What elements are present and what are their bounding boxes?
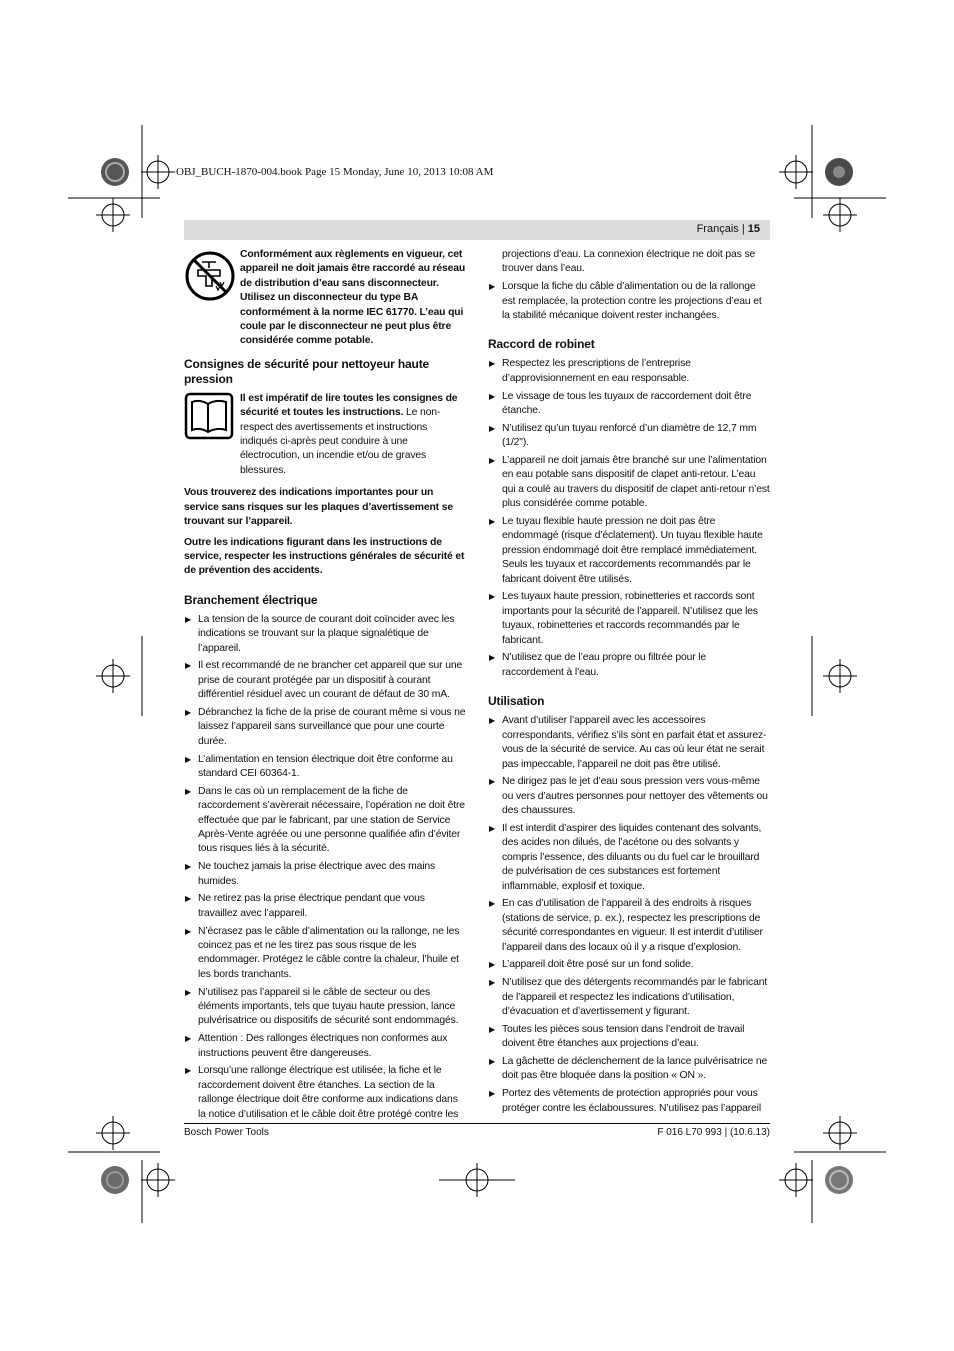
no-drinking-water-connection-icon (184, 248, 238, 302)
left-column (184, 248, 466, 1125)
continued-text: projections d’eau. La connexion électrique ne doit pas se trouver dans l’eau. (502, 249, 756, 275)
bullet-triangle-icon: ▶ (489, 1056, 496, 1066)
bullet-triangle-icon: ▶ (489, 823, 496, 833)
list-item (488, 714, 770, 772)
list-item-text: Lorsqu’une rallonge électrique est utilisée, la fiche et le raccordement doivent être étanches. La section de la rallonge électrique doit être conforme aux indications dans la notice d’utilisation et le câble doit être protégé contre les (198, 1065, 459, 1120)
read-instructions-text (240, 392, 466, 478)
bullet-triangle-icon: ▶ (185, 754, 192, 764)
bullet-triangle-icon: ▶ (185, 987, 192, 997)
list-item-text: Débranchez la fiche de la prise de courant même si vous ne laissez l’appareil sans surveillance que pour une courte durée. (198, 706, 466, 747)
bullet-triangle-icon: ▶ (185, 894, 192, 904)
water-warning-block (184, 248, 466, 349)
bullet-triangle-icon: ▶ (489, 960, 496, 970)
list-item (184, 753, 466, 782)
list-item-text: Dans le cas où un remplacement de la fiche de raccordement s’avèrerait nécessaire, l’opération ne doit être effectuée que par le fabricant, par une station de Service Après-Vente agréée ou une personne qualifiée afin d’éviter tous risques liés à la sécurité. (198, 785, 465, 855)
footer-publisher: Bosch Power Tools (184, 1127, 269, 1138)
list-item (488, 976, 770, 1019)
bullet-triangle-icon: ▶ (185, 926, 192, 936)
list-item (488, 390, 770, 419)
bullet-triangle-icon: ▶ (185, 661, 192, 671)
bullet-triangle-icon: ▶ (489, 1089, 496, 1099)
bullet-triangle-icon: ▶ (489, 517, 496, 527)
list-item (488, 897, 770, 955)
list-item (488, 651, 770, 680)
list-item (488, 775, 770, 818)
bullet-triangle-icon: ▶ (489, 456, 496, 466)
bullet-triangle-icon: ▶ (489, 716, 496, 726)
list-item-text: L’appareil ne doit jamais être branché sur une l’alimentation en eau potable sans dispositif de clapet anti-retour. L’eau qui a coulé au travers du dispositif de clapet anti-retour n’est plus considérée comme potable. (502, 455, 770, 510)
header-separator: | (738, 223, 748, 235)
list-item (184, 706, 466, 749)
electrical-connection-list (184, 613, 466, 1122)
bullet-triangle-icon: ▶ (185, 707, 192, 717)
general-safety-paragraph: Outre les indications figurant dans les instructions de service, respecter les instructions générales de sécurité et de prévention des accidents. (184, 536, 465, 577)
list-item (488, 822, 770, 894)
page-header-bar (184, 220, 770, 240)
bullet-triangle-icon: ▶ (489, 978, 496, 988)
list-item (184, 860, 466, 889)
bullet-triangle-icon: ▶ (489, 359, 496, 369)
list-item-text: N’écrasez pas le câble d’alimentation ou la rallonge, ne les coincez pas et ne les tirez pas sous risque de les endommager. Protégez le câble contre la chaleur, l’huile et les bords tranchants. (198, 925, 460, 980)
list-item (184, 892, 466, 921)
list-item-text: Avant d’utiliser l’appareil avec les accessoires correspondants, vérifiez s’ils sont en parfait état et assurez-vous de la sécurité de service. Au cas où leur état ne serait pas impeccable, l’appareil ne doit pas être utilisé. (502, 715, 767, 770)
list-item-text: Lorsque la fiche du câble d’alimentation ou de la rallonge est remplacée, la protection contre les projections d’eau et la stabilité mécanique doivent rester inchangées. (502, 281, 762, 322)
bullet-triangle-icon: ▶ (489, 423, 496, 433)
list-item-text: En cas d’utilisation de l’appareil à des endroits à risques (stations de service, p. ex.), respectez les prescriptions de sécurité correspondantes en vigueur. Il est interdit d’utiliser l’appareil dans des locaux où il y a risque d’explosion. (502, 898, 763, 953)
list-item (488, 1055, 770, 1084)
right-column (488, 248, 770, 1119)
list-item (488, 454, 770, 512)
list-item (488, 1023, 770, 1052)
read-instructions-normal: Le non-respect des avertissements et instructions indiqués ci-après peut conduire à une électrocution, un incendie et/ou de graves blessures. (240, 407, 441, 476)
bullet-triangle-icon: ▶ (185, 1066, 192, 1076)
list-item-text: Ne retirez pas la prise électrique pendant que vous travaillez avec l’appareil. (198, 893, 425, 919)
warning-plates-paragraph: Vous trouverez des indications importantes pour un service sans risques sur les plaques d’avertissement se trouvant sur l’appareil. (184, 487, 453, 528)
list-item-text: L’appareil doit être posé sur un fond solide. (502, 959, 694, 971)
header-page-number: 15 (747, 223, 760, 235)
list-item-text: Il est recommandé de ne brancher cet appareil que sur une prise de courant protégée par un dispositif à courant différentiel résiduel avec un courant de défaut de 30 mA. (198, 660, 463, 701)
list-item-text: N’utilisez qu’un tuyau renforcé d’un diamètre de 12,7 mm (1/2"). (502, 422, 757, 449)
list-item-text: Les tuyaux haute pression, robinetteries et raccords sont importants pour la sécurité de l’appareil. N’utilisez que les tuyaux, robinetteries et raccords recommandés par le fabricant. (502, 591, 758, 646)
list-item-text: L’alimentation en tension électrique doit être conforme au standard CEI 60364-1. (198, 753, 453, 779)
list-item-text: Ne touchez jamais la prise électrique avec des mains humides. (198, 861, 436, 887)
list-item-text: Il est interdit d’aspirer des liquides contenant des solvants, des acides non dilués, de l’acétone ou des solvants y compris l’essence, des diluants ou du fuel car le brouillard de pulvérisation de ces substances est fortement inflammable, explosif et toxique. (502, 822, 762, 892)
list-item-text: Portez des vêtements de protection appropriés pour vous protéger contre les éclaboussures. N’utilisez pas l’appareil (502, 1088, 761, 1114)
list-item-text: Le vissage de tous les tuyaux de raccordement doit être étanche. (502, 390, 752, 417)
list-item (184, 986, 466, 1029)
list-item (488, 422, 770, 451)
usage-title: Utilisation (488, 694, 545, 709)
list-item (184, 785, 466, 857)
footer-doc-number: F 016 L70 993 | (10.6.13) (657, 1127, 770, 1138)
read-instructions-bold: Il est impératif de lire toutes les consignes de sécurité et toutes les instructions. (240, 392, 458, 419)
usage-list (488, 714, 770, 1116)
book-info-line: OBJ_BUCH-1870-004.book Page 15 Monday, June 10, 2013 10:08 AM (176, 166, 494, 178)
list-item (184, 613, 466, 656)
bullet-triangle-icon: ▶ (185, 786, 192, 796)
tap-connection-title: Raccord de robinet (488, 337, 595, 352)
list-item-text: Ne dirigez pas le jet d’eau sous pression vers vous-même ou vers d’autres personnes pour nettoyer des vêtements ou des chaussures. (502, 776, 768, 817)
list-item-text: La gâchette de déclenchement de la lance pulvérisatrice ne doit pas être bloquée dans la position « ON ». (502, 1055, 768, 1082)
list-item (488, 1087, 770, 1116)
bullet-triangle-icon: ▶ (185, 862, 192, 872)
bullet-triangle-icon: ▶ (489, 592, 496, 602)
water-warning-text: Conformément aux règlements en vigueur, cet appareil ne doit jamais être raccordé au réseau de distribution d’eau sans disconnecteur. Utilisez un disconnecteur du type BA conformément à la norme IEC 61770. L’eau qui coule par le disconnecteur ne peut plus être considérée comme potable. (240, 249, 466, 347)
bullet-triangle-icon: ▶ (185, 1034, 192, 1044)
bullet-triangle-icon: ▶ (489, 777, 496, 787)
list-item (184, 1032, 466, 1061)
footer-rule (184, 1123, 770, 1124)
list-item (488, 515, 770, 587)
page-header (697, 223, 760, 235)
bullet-triangle-icon: ▶ (489, 653, 496, 663)
list-item-text: N’utilisez que des détergents recommandés par le fabricant de l’appareil et respectez les indications d’utilisation, d’évacuation et d’avertissement y figurant. (502, 977, 768, 1017)
list-item (488, 280, 770, 323)
tap-connection-list (488, 357, 770, 680)
bullet-triangle-icon: ▶ (489, 282, 496, 292)
list-item (488, 958, 770, 972)
read-instructions-block (184, 392, 466, 478)
list-item-text: Toutes les pièces sous tension dans l’endroit de travail doivent être étanches aux projections d’eau. (502, 1023, 745, 1050)
bullet-triangle-icon: ▶ (185, 614, 192, 624)
list-item-text: N’utilisez que de l’eau propre ou filtrée pour le raccordement à l’eau. (502, 652, 707, 678)
bullet-triangle-icon: ▶ (489, 391, 496, 401)
list-item (184, 1064, 466, 1122)
list-item-text: Attention : Des rallonges électriques non conformes aux instructions peuvent être dangereuses. (198, 1033, 448, 1059)
list-item (184, 659, 466, 702)
list-item (184, 925, 466, 983)
read-manual-icon (184, 392, 238, 446)
list-item (488, 590, 770, 648)
list-item-text: La tension de la source de courant doit coïncider avec les indications se trouvant sur la plaque signalétique de l’appareil. (198, 613, 455, 654)
list-item-text: N’utilisez pas l’appareil si le câble de secteur ou des éléments importants, tels que tuyau haute pression, lance pulvérisatrice ou dispositifs de sécurité sont endommagés. (198, 986, 459, 1027)
bullet-triangle-icon: ▶ (489, 1024, 496, 1034)
header-language: Français (696, 223, 739, 235)
bullet-triangle-icon: ▶ (489, 899, 496, 909)
list-item (488, 357, 770, 386)
list-item-text: Le tuyau flexible haute pression ne doit pas être endommagé (risque d’éclatement). Un tuyau flexible haute pression endommagé doit être remplacé immédiatement. Seuls les tuyaux et raccordements recommandés par le fabricant doivent être utilisés. (502, 516, 763, 585)
list-item-text: Respectez les prescriptions de l’entreprise d’approvisionnement en eau responsable. (502, 358, 691, 384)
safety-section-title: Consignes de sécurité pour nettoyeur haute pression (184, 356, 430, 386)
electrical-connection-title: Branchement électrique (184, 592, 318, 607)
